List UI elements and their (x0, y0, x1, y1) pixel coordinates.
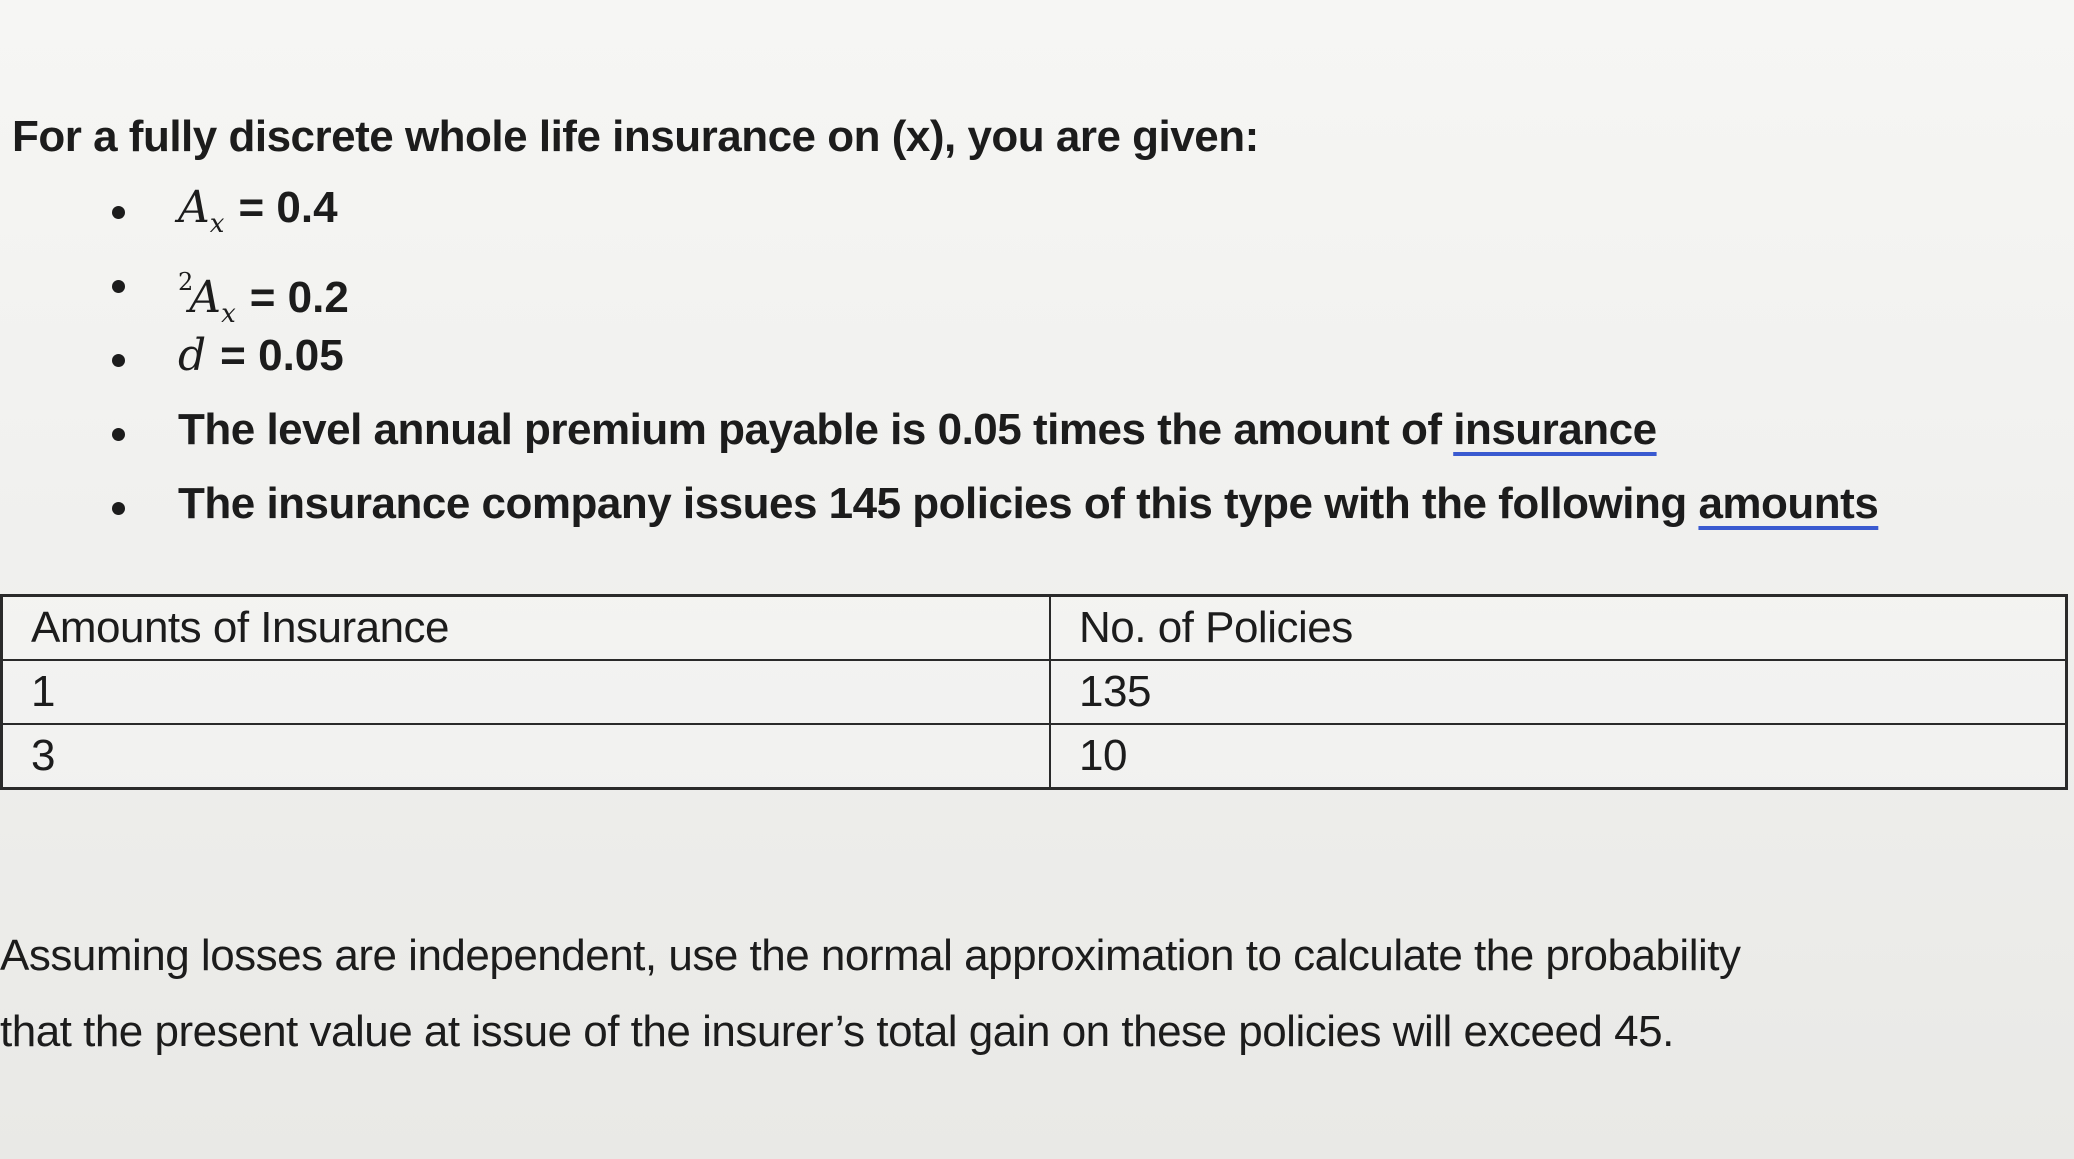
premium-statement: The level annual premium payable is 0.05 times the amount of insurance (178, 405, 1657, 454)
header-amounts: Amounts of Insurance (2, 596, 1051, 661)
bullet-icon (112, 354, 125, 367)
given-formula-ax: $A_x = 0.4$ (178, 182, 338, 239)
spellcheck-underlined-word: amounts (1698, 479, 1879, 528)
table-row (2, 660, 2067, 724)
cell-amount: 1 (2, 660, 1051, 724)
header-policies: No. of Policies (1050, 596, 2067, 661)
spellcheck-underlined-word: insurance (1453, 405, 1657, 454)
table-row (2, 724, 2067, 789)
given-formula-2ax: $^2A_x = 0.2$ (178, 268, 349, 329)
bullet-icon (112, 502, 125, 515)
bullet-icon (112, 280, 125, 293)
given-formula-d: d = 0.05 (178, 330, 344, 381)
policies-statement: The insurance company issues 145 policies of this type with the following amounts (178, 479, 1879, 528)
question-line-1: Assuming losses are independent, use the normal approximation to calculate the probability (0, 931, 1741, 980)
bullet-icon (112, 428, 125, 441)
table-header-row (2, 596, 2067, 661)
question-line-2: that the present value at issue of the insurer’s total gain on these policies will exceed 45. (0, 1007, 1674, 1056)
cell-count: 10 (1050, 724, 2067, 789)
question-text (0, 918, 1740, 1070)
cell-amount: 3 (2, 724, 1051, 789)
policies-table (0, 594, 2068, 790)
cell-count: 135 (1050, 660, 2067, 724)
bullet-icon (112, 206, 125, 219)
intro-text: For a fully discrete whole life insurance on (x), you are given: (12, 112, 1259, 161)
